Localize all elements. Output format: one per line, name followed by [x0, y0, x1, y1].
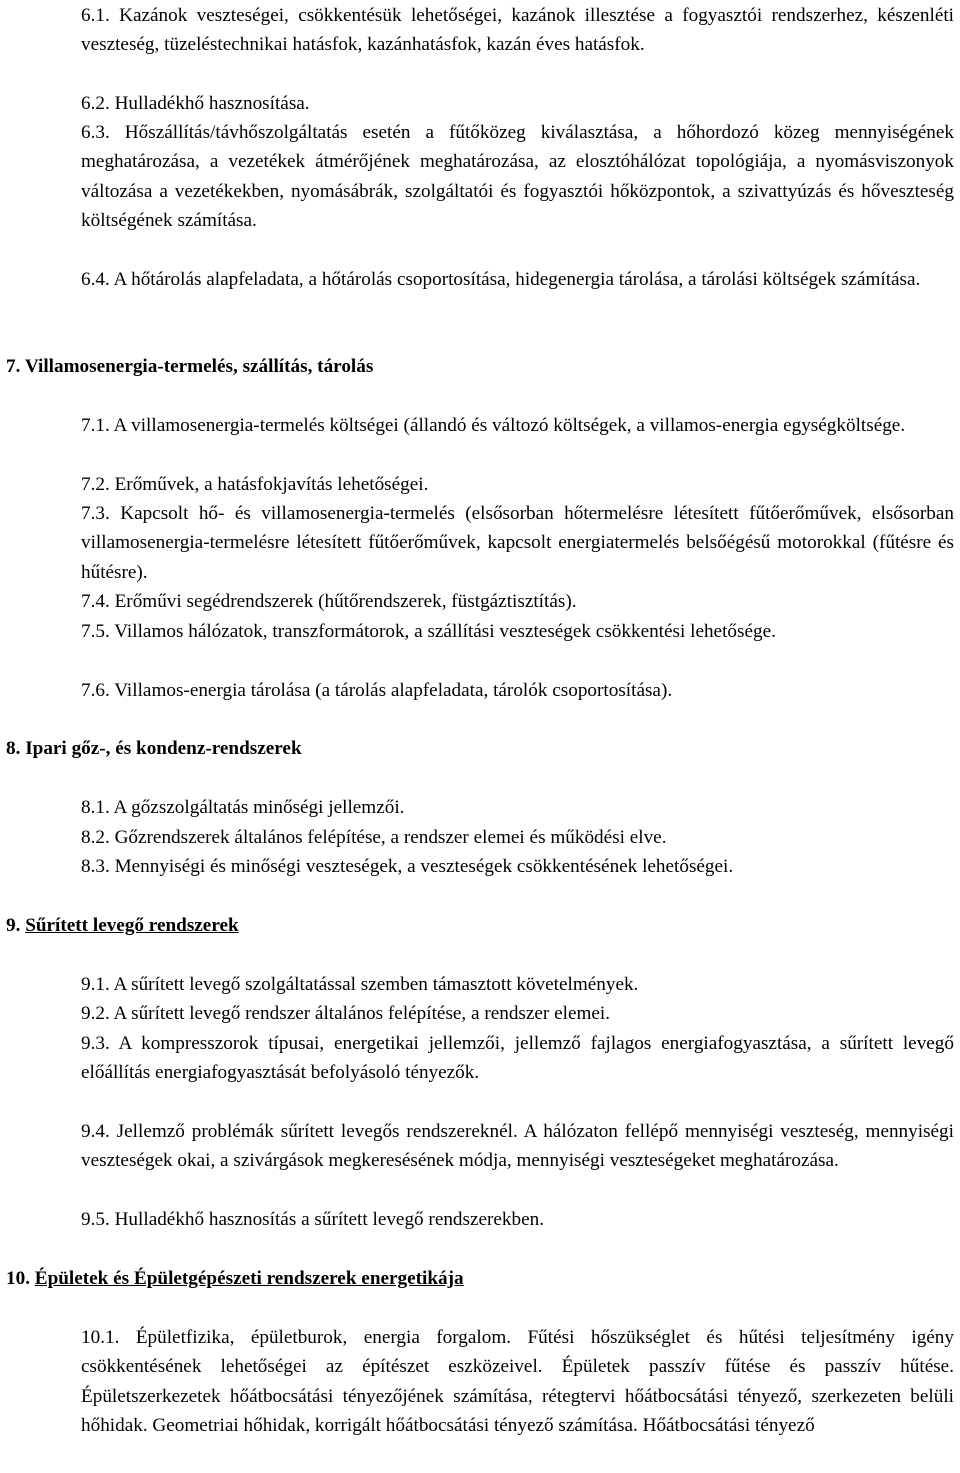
- item-6-4: 6.4. A hőtárolás alapfeladata, a hőtárolás csoportosítása, hidegenergia tárolása, a tárolási költségek számítása.: [81, 269, 921, 290]
- item-7-5: 7.5. Villamos hálózatok, transzformátorok, a szállítási veszteségek csökkentési lehetősége.: [81, 621, 776, 642]
- section-7-heading: 7. Villamosenergia-termelés, szállítás, tárolás: [6, 356, 374, 377]
- item-9-4: 9.4. Jellemző problémák sűrített levegős rendszereknél. A hálózaton fellépő mennyiségi veszteség, mennyiségi veszteségek okai, a szivárgások megkeresésének módja, mennyiségi veszteségeket meghatározása.: [81, 1121, 954, 1172]
- item-6-2: 6.2. Hulladékhő hasznosítása.: [81, 93, 310, 114]
- section-10-title: Épületek és Épületgépészeti rendszerek energetikája: [34, 1268, 464, 1289]
- item-7-4: 7.4. Erőművi segédrendszerek (hűtőrendszerek, füstgáztisztítás).: [81, 591, 577, 612]
- item-6-3: 6.3. Hőszállítás/távhőszolgáltatás esetén a fűtőközeg kiválasztása, a hőhordozó közeg mennyiségének meghatározása, a vezetékek átmérőjének meghatározása, az elosztóhálózat topológiája, a nyomásviszonyok változása a vezetékekben, nyomásábrák, szolgáltatói és fogyasztói hőközpontok, a szivattyúzás és hőveszteség költségének számítása.: [81, 122, 954, 232]
- item-7-1: 7.1. A villamosenergia-termelés költségei (állandó és változó költségek, a villamos-energia egységköltsége.: [81, 415, 906, 436]
- item-6-1: 6.1. Kazánok veszteségei, csökkentésük lehetőségei, kazánok illesztése a fogyasztói rendszerhez, készenléti veszteség, tüzeléstechnikai hatásfok, kazánhatásfok, kazán éves hatásfok.: [81, 5, 954, 56]
- section-9-title: Sűrített levegő rendszerek: [25, 915, 239, 936]
- section-10-heading: [6, 1264, 464, 1293]
- item-9-2: 9.2. A sűrített levegő rendszer általános felépítése, a rendszer elemei.: [81, 1003, 611, 1024]
- item-9-3: 9.3. A kompresszorok típusai, energetikai jellemzői, jellemző fajlagos energiafogyasztása, a sűrített levegő előállítás energiafogyasztását befolyásoló tényezők.: [81, 1033, 954, 1084]
- section-9-heading: [6, 911, 239, 940]
- item-10-1: 10.1. Épületfizika, épületburok, energia forgalom. Fűtési hőszükséglet és hűtési teljesítmény igény csökkentésének lehetőségei az építészet eszközeivel. Épületek passzív fűtése és passzív hűtése. Épületszerkezetek hőátbocsátási tényezőjének számítása, rétegtervi hőátbocsátási tényező, szerkezeten belüli hőhidak. Geometriai hőhidak, korrigált hőátbocsátási tényező számítása. Hőátbocsátási tényező: [81, 1327, 954, 1437]
- section-10-number: 10.: [6, 1268, 35, 1289]
- section-9-number: 9.: [6, 915, 26, 936]
- item-7-2: 7.2. Erőművek, a hatásfokjavítás lehetőségei.: [81, 474, 429, 495]
- item-8-2: 8.2. Gőzrendszerek általános felépítése, a rendszer elemei és működési elve.: [81, 827, 667, 848]
- item-9-1: 9.1. A sűrített levegő szolgáltatással szemben támasztott követelmények.: [81, 974, 639, 995]
- item-7-6: 7.6. Villamos-energia tárolása (a tárolás alapfeladata, tárolók csoportosítása).: [81, 680, 673, 701]
- item-8-3: 8.3. Mennyiségi és minőségi veszteségek, a veszteségek csökkentésének lehetőségei.: [81, 856, 734, 877]
- item-9-5: 9.5. Hulladékhő hasznosítás a sűrített levegő rendszerekben.: [81, 1209, 545, 1230]
- item-8-1: 8.1. A gőzszolgáltatás minőségi jellemzői.: [81, 797, 405, 818]
- section-8-heading: 8. Ipari gőz-, és kondenz-rendszerek: [6, 738, 302, 759]
- item-7-3: 7.3. Kapcsolt hő- és villamosenergia-termelés (elsősorban hőtermelésre létesített fűtőerőművek, elsősorban villamosenergia-termelésre létesített fűtőerőművek, kapcsolt energiatermelés belsőégésű motorokkal (fűtésre és hűtésre).: [81, 503, 954, 583]
